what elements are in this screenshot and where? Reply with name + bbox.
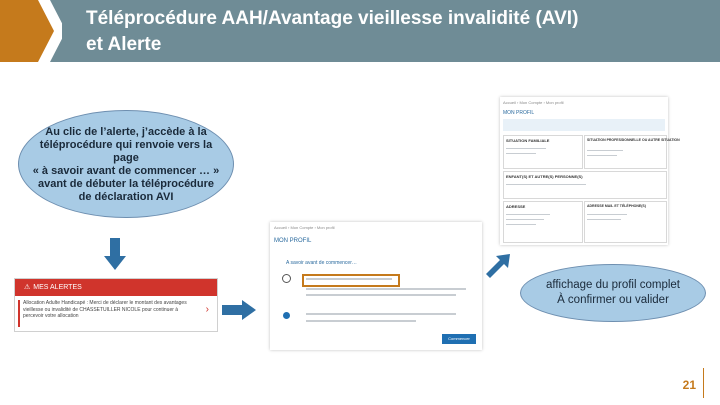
alert-accent-bar (18, 300, 20, 327)
box-telephone[interactable]: ADRESSE MAIL ET TÉLÉPHONE(S) (584, 201, 667, 243)
arrow-down-icon (104, 238, 126, 270)
alert-item[interactable] (15, 297, 215, 330)
breadcrumb: Accueil › Mon Compte › Mon profil (274, 225, 335, 230)
page-number-divider (703, 368, 704, 398)
box-adresse[interactable]: ADRESSE (503, 201, 583, 243)
screenshot-before-start (270, 222, 482, 350)
box-enfants[interactable]: ENFANT(S) ET AUTRE(S) PERSONNE(S) (503, 171, 667, 199)
alerts-header: ⚠ MES ALERTES (15, 279, 217, 296)
page-title: MON PROFIL (503, 110, 535, 116)
screenshot-profile (500, 97, 680, 245)
warning-icon: ⚠ (24, 284, 31, 291)
clock-icon (282, 274, 291, 283)
start-button[interactable]: Commencer (442, 334, 476, 344)
chevron-right-icon[interactable]: › (205, 304, 209, 315)
arrow-up-right-icon (484, 252, 512, 280)
chevron-decoration-icon (0, 0, 62, 62)
info-banner (503, 119, 665, 131)
page-number: 21 (682, 378, 696, 392)
section-subtitle: A savoir avant de commencer… (286, 260, 357, 266)
arrow-right-icon (222, 300, 256, 320)
alerts-panel[interactable] (14, 278, 218, 332)
alert-text: Allocation Adulte Handicapé : Merci de déclarer le montant des avantages vieillesse ou invalidité de CHASSETUILLER NICOLE pour continuer à percevoir votre allocation (23, 300, 187, 319)
page-title: MON PROFIL (274, 238, 312, 244)
box-situation-pro[interactable]: SITUATION PROFESSIONNELLE OU AUTRE SITUATION (584, 135, 667, 169)
breadcrumb: Accueil › Mon Compte › Mon profil (503, 100, 564, 105)
slide-header (0, 0, 720, 62)
box-situation-familiale[interactable]: SITUATION FAMILIALE (503, 135, 583, 169)
highlight-frame (302, 274, 400, 287)
slide-title: Téléprocédure AAH/Avantage vieillesse invalidité (AVI) et Alerte (86, 8, 579, 55)
info-icon (283, 312, 290, 319)
callout-right-text: affichage du profil complet À confirmer ou valider (545, 279, 681, 306)
callout-left-text: Au clic de l’alerte, j’accède à la téléprocédure qui renvoie vers la page « à savoir avant de commencer … » avant de débuter la téléprocédure de déclaration AVI (32, 126, 220, 203)
